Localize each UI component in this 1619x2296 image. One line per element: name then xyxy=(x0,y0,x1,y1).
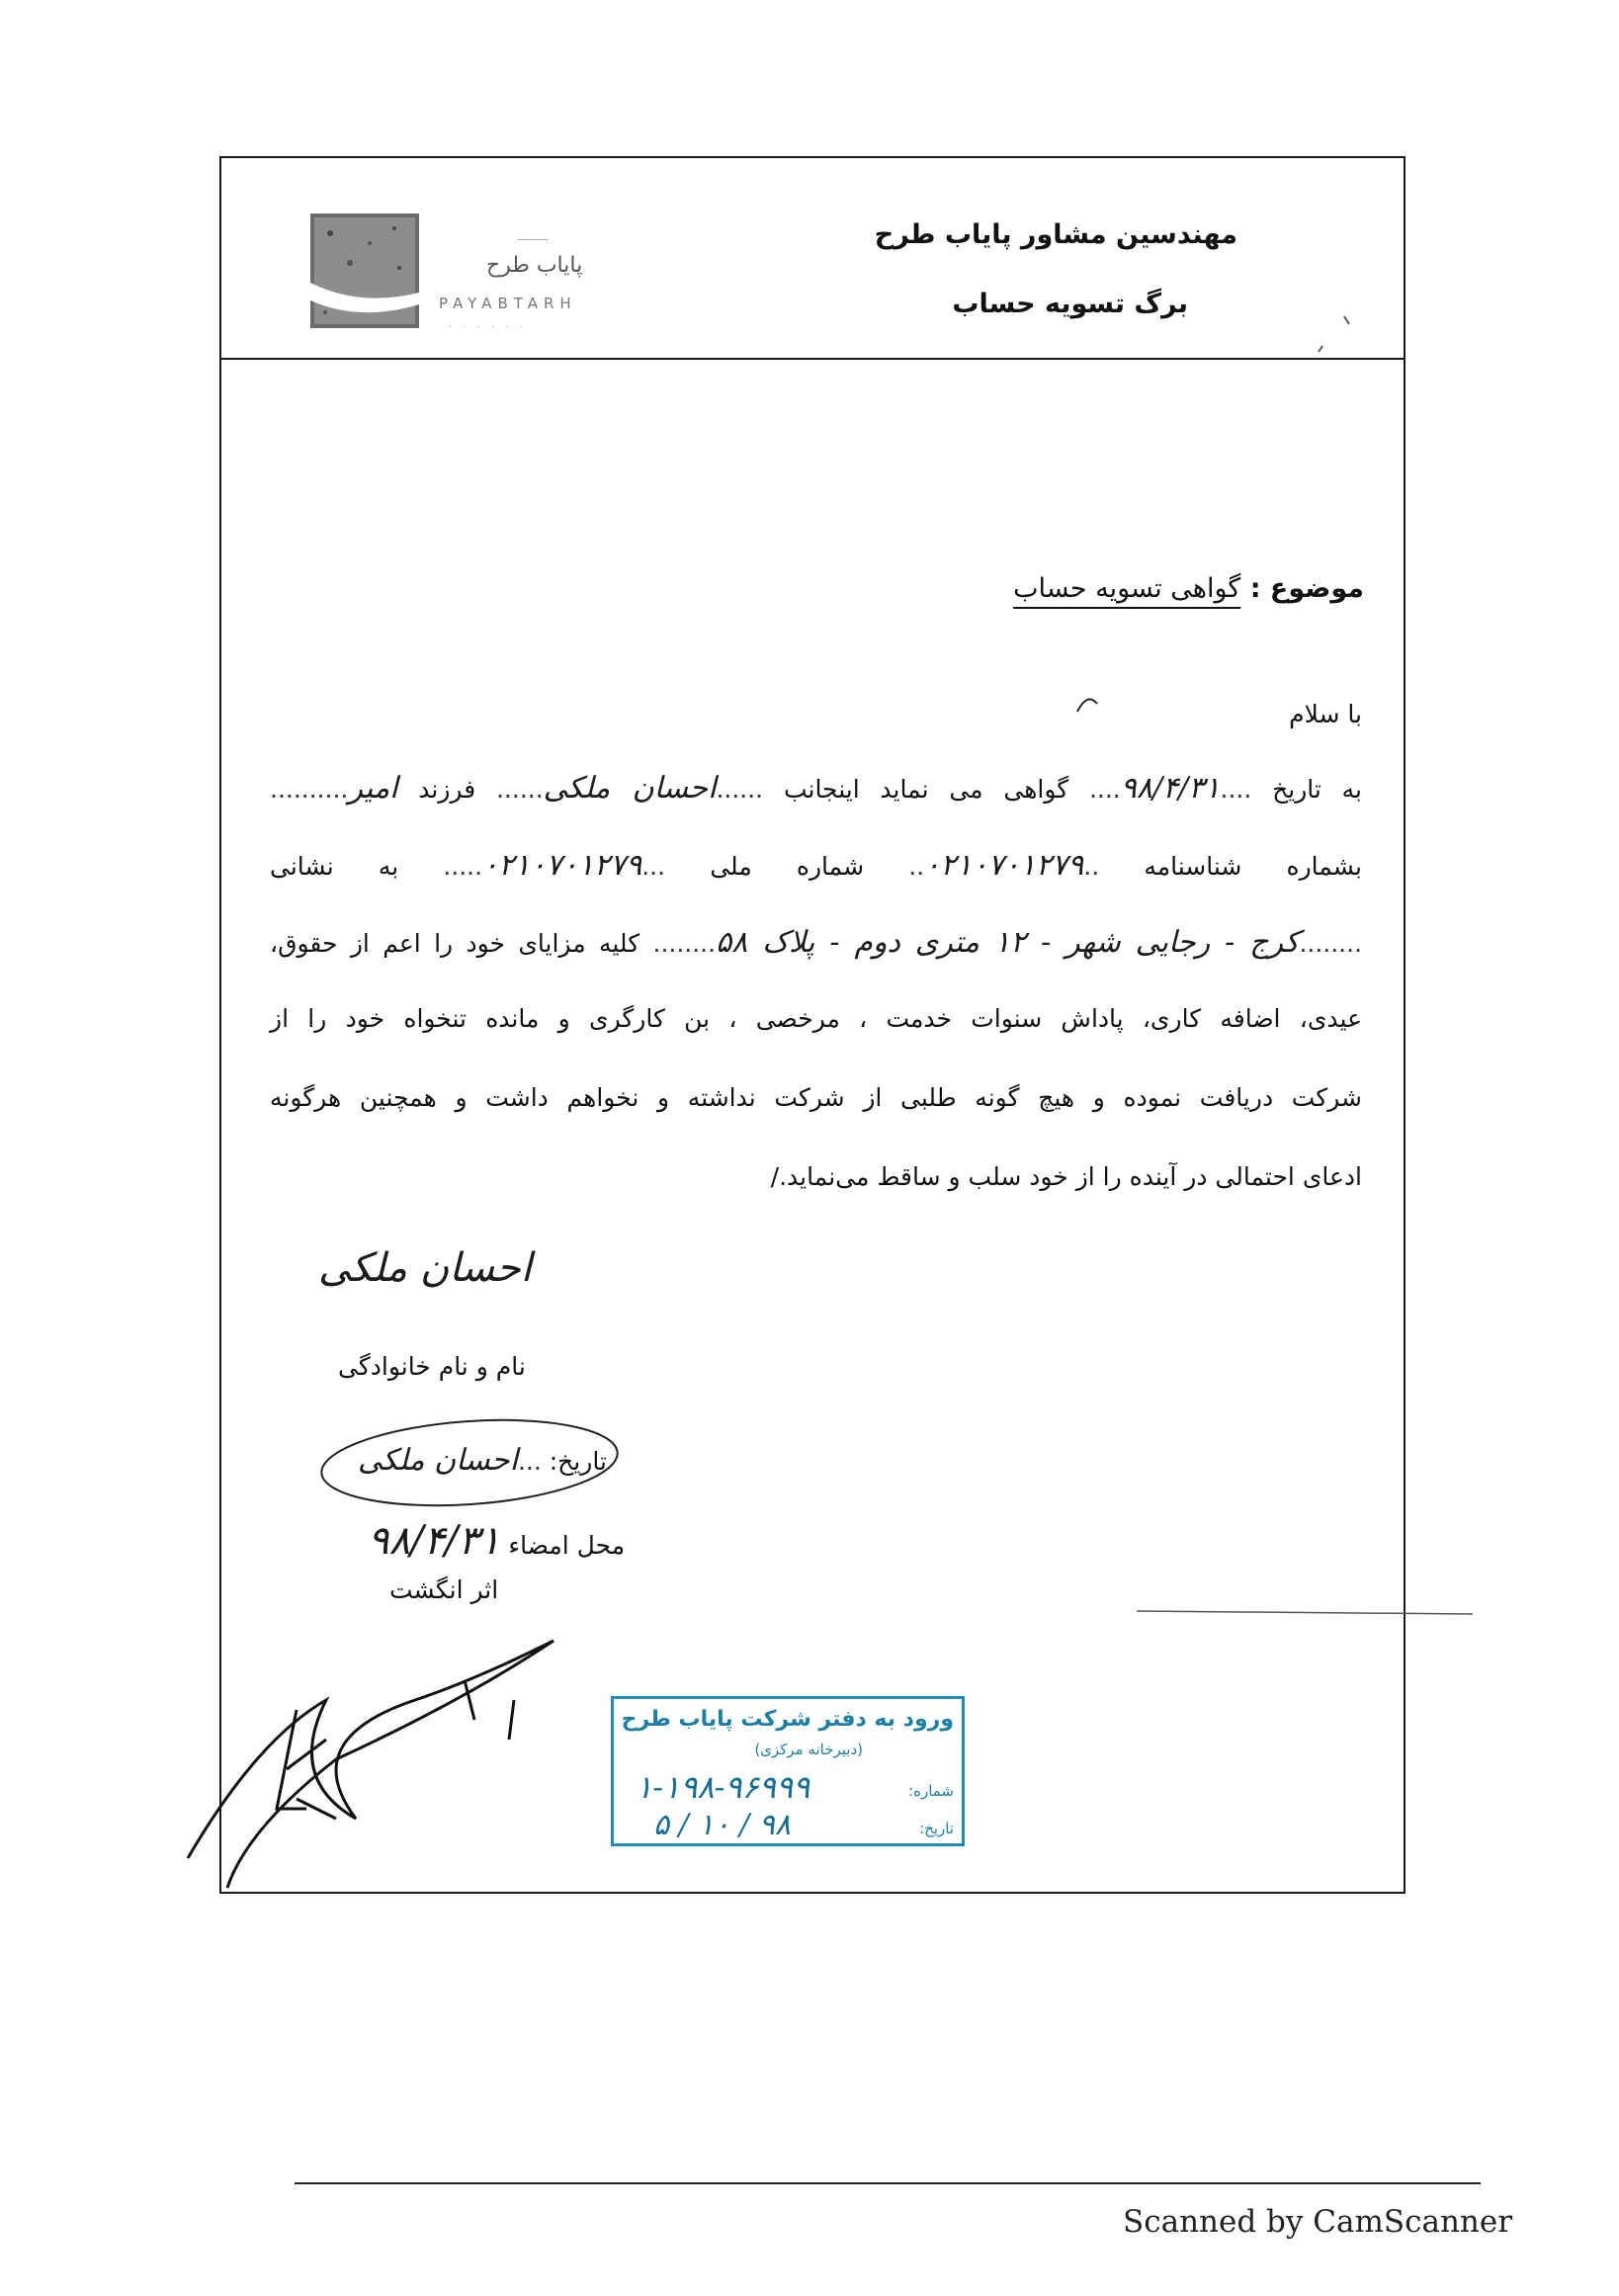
stamp-number-value: ۱-۱۹۸-۹۶۹۹۹ xyxy=(636,1768,810,1806)
id-label: بشماره شناسنامه xyxy=(1144,852,1362,881)
body-line-5: شرکت دریافت نموده و هیچ گونه طلبی از شرکت نداشته و نخواهم داشت و همچنین هرگونه xyxy=(270,1083,1362,1112)
body-line-1: به تاریخ ....۹۸/۴/۳۱.... گواهی می نماید اینجانب ......احسان ملکی...... فرزند امیر.......... xyxy=(270,771,1363,806)
subject-value: گواهی تسویه حساب xyxy=(1013,573,1241,604)
signature-date-label: تاریخ: xyxy=(549,1447,607,1476)
fingerprint-label: اثر انگشت xyxy=(389,1575,499,1604)
stamp-number-label: شماره: xyxy=(908,1782,954,1800)
stamp-title: ورود به دفتر شرکت پایاب طرح xyxy=(621,1707,954,1732)
handwritten-id-number: ۰۲۱۰۷۰۱۲۷۹ xyxy=(924,848,1084,883)
logo-farsi-text: پایاب طرح xyxy=(486,253,583,278)
stamp-date-label: تاریخ: xyxy=(919,1820,954,1837)
logo-tagline: · · · · · · xyxy=(449,322,527,333)
address-label: به نشانی xyxy=(270,852,399,881)
reception-stamp xyxy=(611,1696,965,1846)
body-line-3: ........کرج - رجایی شهر - ۱۲ متری دوم - پلاک ۵۸........ کلیه مزایای خود را اعم از حقوق، xyxy=(270,925,1363,960)
name-label: نام و نام خانوادگی xyxy=(338,1352,526,1381)
handwritten-signature-date: احسان ملکی xyxy=(358,1443,518,1478)
scan-divider xyxy=(295,2182,1481,2184)
handwritten-signer-name: احسان ملکی xyxy=(318,1245,532,1291)
national-id-label: شماره ملی xyxy=(710,852,865,881)
sign-place-label: محل امضاء xyxy=(508,1531,626,1560)
handwritten-sign-date: ۹۸/۴/۳۱ xyxy=(368,1518,501,1564)
handwritten-address: کرج - رجایی شهر - ۱۲ متری دوم - پلاک ۵۸ xyxy=(716,925,1300,960)
handwritten-name: احسان ملکی xyxy=(543,771,717,806)
logo-small-text: ───── xyxy=(518,235,549,246)
child-of-label: فرزند xyxy=(418,775,476,804)
certify-text: گواهی می نماید اینجانب xyxy=(783,775,1069,804)
handwritten-father-name: امیر xyxy=(348,771,398,806)
greeting: با سلام xyxy=(1289,700,1362,728)
signature-date-row: تاریخ: ...احسان ملکی xyxy=(358,1443,607,1478)
camscanner-watermark: Scanned by CamScanner xyxy=(1123,2204,1513,2240)
body-line-6: ادعای احتمالی در آینده را از خود سلب و ساقط می‌نماید./ xyxy=(770,1162,1362,1191)
logo-latin-text: PAYABTARH xyxy=(439,295,577,312)
handwritten-date: ۹۸/۴/۳۱ xyxy=(1120,771,1221,806)
handwritten-national-id: ۰۲۱۰۷۰۱۲۷۹ xyxy=(482,848,642,883)
date-prefix: به تاریخ xyxy=(1272,775,1363,804)
subject-label: موضوع : xyxy=(1249,573,1364,604)
form-title: برگ تسویه حساب xyxy=(952,289,1188,319)
stamp-subtitle: (دبیرخانه مرکزی) xyxy=(754,1741,863,1758)
body-line-2: بشماره شناسنامه ..۰۲۱۰۷۰۱۲۷۹.. شماره ملی ...۰۲۱۰۷۰۱۲۷۹..... به نشانی xyxy=(270,848,1362,883)
stamp-date-value: ۹۸ / ۱۰ / ۵ xyxy=(653,1808,791,1842)
benefits-text: کلیه مزایای خود را اعم از حقوق، xyxy=(270,929,640,958)
company-name: مهندسین مشاور پایاب طرح xyxy=(874,219,1237,250)
body-line-4: عیدی، اضافه کاری، پاداش سنوات خدمت ، مرخصی ، بن کارگری و مانده تنخواه خود را از xyxy=(270,1004,1362,1033)
